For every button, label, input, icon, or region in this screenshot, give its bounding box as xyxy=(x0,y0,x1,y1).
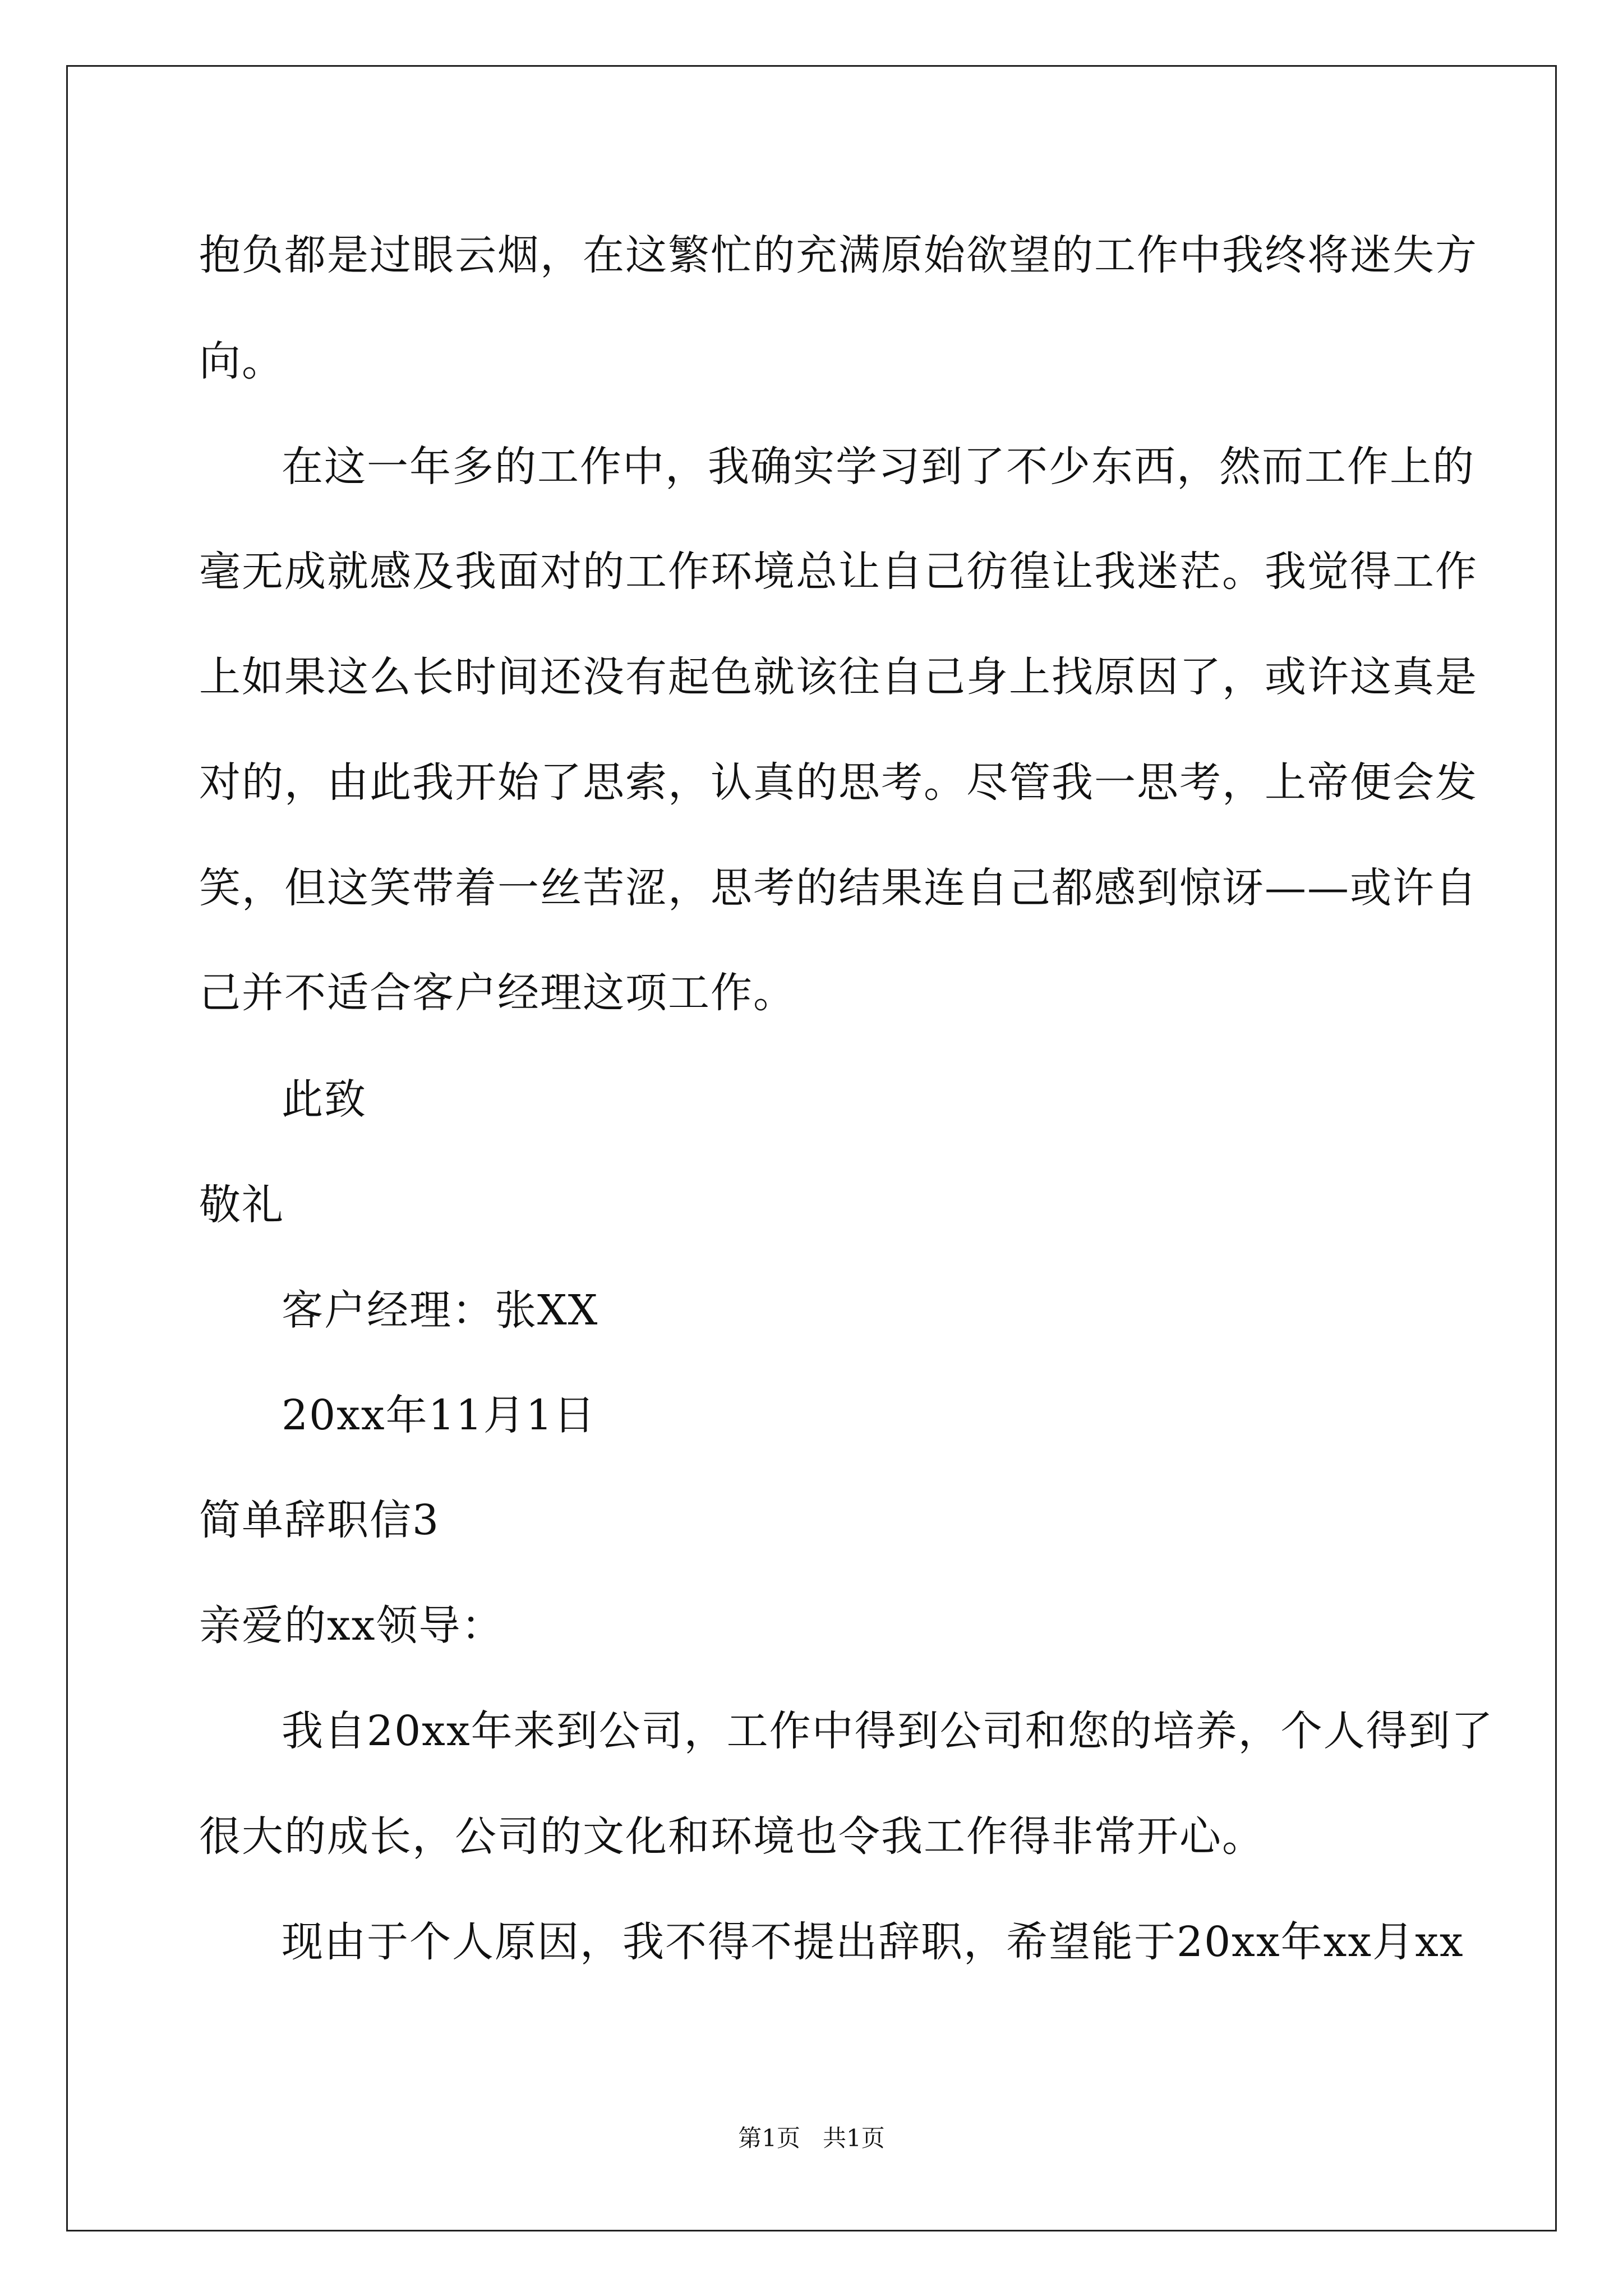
text-line: 向。 xyxy=(199,337,284,385)
text-line: 抱负都是过眼云烟，在这繁忙的充满原始欲望的工作中我终将迷失方 xyxy=(199,231,1478,279)
text-line: 现由于个人原因，我不得不提出辞职，希望能于20xx年xx月xx xyxy=(282,1918,1464,1966)
greeting: 亲爱的xx领导： xyxy=(199,1602,504,1650)
page-footer: 第1页 共1页 xyxy=(738,2124,885,2152)
text-line: 毫无成就感及我面对的工作环境总让自己彷徨让我迷茫。我觉得工作 xyxy=(199,547,1478,596)
signature-name: 客户经理：张XX xyxy=(282,1286,599,1335)
text-line: 对的，由此我开始了思索，认真的思考。尽管我一思考，上帝便会发 xyxy=(199,758,1478,807)
text-line: 我自20xx年来到公司，工作中得到公司和您的培养，个人得到了 xyxy=(282,1707,1494,1755)
section-title: 简单辞职信3 xyxy=(199,1496,440,1544)
text-line: 己并不适合客户经理这项工作。 xyxy=(199,969,796,1017)
page-border xyxy=(66,65,1557,2231)
closing-phrase: 此致 xyxy=(282,1075,367,1124)
text-line: 上如果这么长时间还没有起色就该往自己身上找原因了，或许这真是 xyxy=(199,653,1478,701)
text-line: 笑，但这笑带着一丝苦涩，思考的结果连自己都感到惊讶——或许自 xyxy=(199,864,1478,912)
text-line: 在这一年多的工作中，我确实学习到了不少东西，然而工作上的 xyxy=(282,443,1475,491)
salutation-closing: 敬礼 xyxy=(199,1181,284,1229)
text-line: 很大的成长，公司的文化和环境也令我工作得非常开心。 xyxy=(199,1812,1265,1861)
signature-date: 20xx年11月1日 xyxy=(282,1391,596,1439)
